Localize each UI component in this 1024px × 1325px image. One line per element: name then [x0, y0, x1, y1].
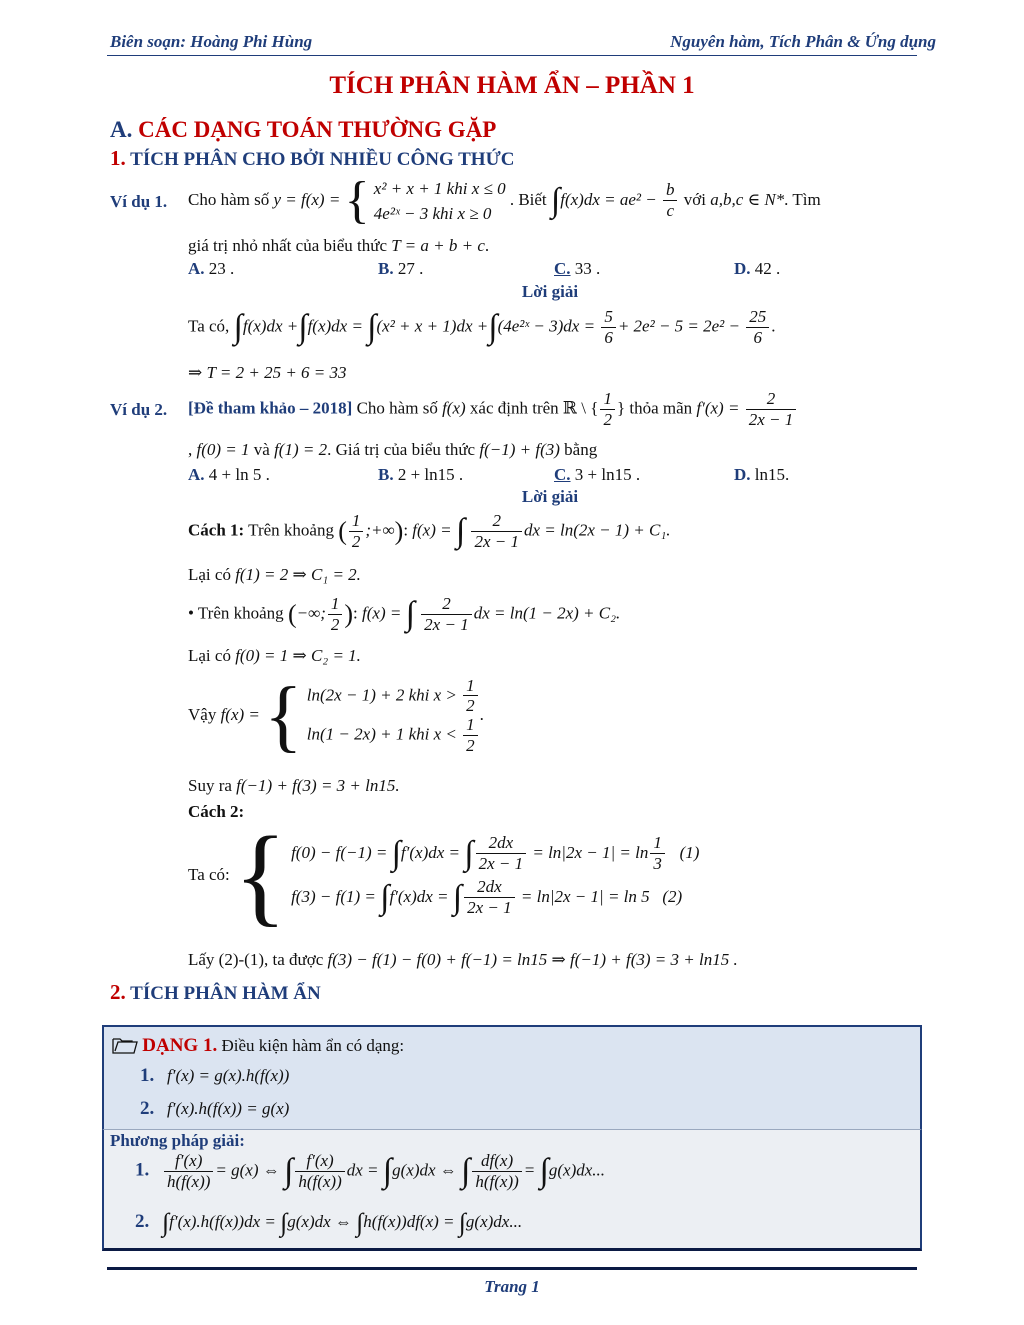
folder-icon	[112, 1036, 138, 1059]
form-1-item-2: 2. f′(x).h(f(x)) = g(x)	[140, 1098, 290, 1119]
subsection-2-heading: 2. TÍCH PHÂN HÀM ẨN	[110, 980, 321, 1004]
example-2-statement: [Đề tham khảo – 2018] Cho hàm số f(x) xác định trên ℝ \ { $\frac{1}{2}$ } thỏa mãn f′(x) = $\frac{2}{2x - 1}$	[188, 390, 798, 429]
header-author: Biên soạn: Hoàng Phi Hùng	[110, 32, 313, 51]
example-1-question: giá trị nhỏ nhất của biểu thức T = a + b + c.	[188, 236, 490, 255]
page-title: TÍCH PHÂN HÀM ẨN – PHẦN 1	[329, 72, 695, 99]
method-1-step-2: • Trên khoảng (−∞; $\frac{1}{2}$ ): f(x) = ∫ $\frac{2}{2x - 1}$ dx = ln(1 − 2x) + C₂.	[188, 594, 621, 634]
footer-divider	[107, 1267, 917, 1270]
header-topic: Nguyên hàm, Tích Phân & Ứng dụng	[670, 32, 936, 51]
method-1-piecewise: Vậy f(x) = { ln(2x − 1) + 2 khi x > $\frac{1}{2}$ ln(1 − 2x) + 1 khi x < $\frac{1}{2}$ .	[188, 672, 484, 760]
example-1-solution: Ta có, ∫f(x)dx +∫f(x)dx = ∫(x² + x + 1)dx +∫(4e²ˣ − 3)dx = $\frac{5}{6}$ + 2e² − 5 = 2e² − $\frac{25}{6}$ .	[188, 307, 776, 347]
header-divider	[107, 55, 917, 56]
example-2-conditions: , f(0) = 1 và f(1) = 2. Giá trị của biểu thức f(−1) + f(3) bằng	[188, 440, 598, 459]
method-item-2: 2. ∫f′(x).h(f(x))dx = ∫g(x)dx ⇔ ∫h(f(x))df(x) = ∫g(x)dx...	[135, 1208, 523, 1237]
form-1-heading: DẠNG 1. Điều kiện hàm ẩn có dạng:	[112, 1035, 404, 1059]
example-2-solution-label: Lời giải	[521, 487, 579, 506]
example-1-solution-label: Lời giải	[521, 282, 579, 301]
example-1-label: Ví dụ 1.	[110, 192, 168, 211]
method-item-1: 1. $\frac{f'(x)}{h(f(x))}$ = g(x) ⇔ ∫ $\frac{f'(x)}{h(f(x))}$ dx = ∫g(x)dx ⇔ ∫ $\frac{df(x)}{h(f(x))}$ = ∫g(x)dx...	[135, 1151, 606, 1191]
method-1-constant-2: Lại có f(0) = 1 ⇒ C₂ = 1.	[188, 646, 361, 665]
method-1-result: Suy ra f(−1) + f(3) = 3 + ln15.	[188, 776, 400, 795]
page-number: Trang 1	[484, 1277, 540, 1296]
method-2-system: Ta có: { f(0) − f(−1) = ∫f′(x)dx = ∫ $\frac{2dx}{2x - 1}$ = ln|2x − 1| = ln $\frac{1}{3}$ (1) f(3) − f(1) = ∫f′(x)dx = ∫ $\frac{2dx}{2x - 1}$ = ln|2x − 1| = ln 5 (2)	[188, 814, 700, 936]
section-a-heading: A. CÁC DẠNG TOÁN THƯỜNG GẶP	[110, 117, 497, 142]
method-heading: Phương pháp giải:	[110, 1131, 245, 1150]
method-1-constant-1: Lại có f(1) = 2 ⇒ C₁ = 2.	[188, 565, 361, 584]
method-2-result: Lấy (2)-(1), ta được f(3) − f(1) − f(0) + f(−1) = ln15 ⇒ f(−1) + f(3) = 3 + ln15 .	[188, 950, 738, 969]
form-1-item-1: 1. f′(x) = g(x).h(f(x))	[140, 1065, 290, 1086]
example-1-result: ⇒ T = 2 + 25 + 6 = 33	[188, 363, 347, 382]
example-2-label: Ví dụ 2.	[110, 400, 168, 419]
method-2-label: Cách 2:	[188, 802, 245, 821]
subsection-1-heading: 1. TÍCH PHÂN CHO BỞI NHIỀU CÔNG THỨC	[110, 146, 515, 170]
example-1-statement: Cho hàm số y = f(x) = { x² + x + 1 khi x ≤ 0 4e²ˣ − 3 khi x ≥ 0 . Biết ∫f(x)dx = ae² − $\frac{b}{c}$ với a,b,c ∈ N*. Tìm	[188, 172, 821, 229]
method-1-step-1: Cách 1: Trên khoảng ( $\frac{1}{2}$ ;+∞): f(x) = ∫ $\frac{2}{2x - 1}$ dx = ln(2x − 1) + C₁.	[188, 511, 671, 551]
